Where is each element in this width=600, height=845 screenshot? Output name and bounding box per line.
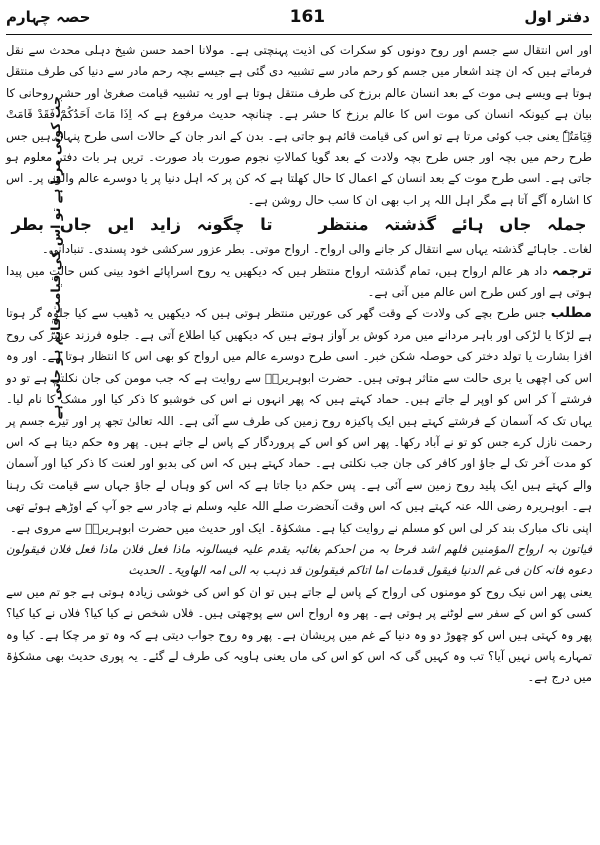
matlab-label: مطلب xyxy=(550,305,593,322)
closing-paragraph: یعنی پھر اس نیک روح کو مومنوں کی ارواح کے پاس لے جاتے ہیں تو ان کو اس کی خوشی زیادہ ہوتی ہے جو تم میں سے کسی کو اس کے سفر سے لوٹنے پر ہوتی ہے۔ پھر وہ ارواح اس سے پوچھتی ہیں۔ فلاں شخص نے کیا کیا؟ فلاں نے کیا کیا؟ پھر وہ کہتی ہیں اس کو چھوڑ دو وہ دنیا کے غم میں پریشان ہے۔ پھر وہ روح جواب دیتی ہے کہ وہ تو مر چکا ہے۔ کیا وہ تمہارے پاس نہیں آیا؟ تب وہ کہیں گی کہ اس کو اس کی ماں یعنی ہاویہ کی طرف لے گئے۔ یہ پوری حدیث بھی مشکوٰۃ میں درج ہے۔ xyxy=(6,584,592,685)
page-number: 161 xyxy=(289,7,326,27)
tarjama-paragraph xyxy=(6,261,592,304)
page-body xyxy=(6,40,592,837)
verse-hemistich-2: تا چگونہ زاید ایں جاں بطر xyxy=(11,215,273,235)
tarjama-text: داد هر عالم ارواح ہیں، تمام گذشتہ ارواح منتظر ہیں کہ دیکھیں یہ روح اسراپائے اخود بینی کس حالت میں پیدا ہوتی ہے اور کس طرح اس عالم میں آتی ہے۔ xyxy=(6,263,592,300)
verse-line xyxy=(6,211,592,239)
matlab-text: جس طرح بچے کی ولادت کے وقت گھر کی عورتیں منتظر ہوتی ہیں کہ دیکھیں یہ ڈھیب سے کیا جلوہ گر ہوتا ہے لڑکا یا لڑکی اور باہر مردانے میں مرد کوش بر آواز ہوتے ہیں کہ دیکھیں کیا اطلاع آتی ہے۔ جلوہ فرزند عزیز کی روح افزا بشارت یا تولد دختر کی حوصلہ شکن خبر۔ اسی طرح دوسرے عالم میں ارواح کو بھی اس کا انتظار ہوتا ہے۔ اور وہ اس کی اچھی یا بری حالت سے متاثر ہوتی ہیں۔ حضرت ابوہریرہؓ سے روایت ہے کہ جب مومن کی جان نکلتی ہے تو دو فرشتے آ کر اس کو اوپر لے جاتے ہیں۔ حماد کہتے ہیں کہ پھر انہوں نے اس کی خوشبو کا ذکر کیا اور مشک کا نام لیا۔ یہاں تک کہ آسمان کے فرشتے کہتے ہیں ایک پاکیزہ روح زمین کی طرف سے آئی ہے۔ اللہ تعالیٰ تجھ پر اور تیرے جسم پر رحمت نازل کرے جس کو تو نے آباد رکھا۔ پھر اس کو اس کے پروردگار کے پاس لے جاتے ہیں۔ پھر وہ حکم دیتا ہے کہ اس کو مدت آخر تک لے جاؤ اور کافر کی جان جب نکلتی ہے۔ حماد کہتے ہیں کہ اس کی بدبو اور لعنت کا ذکر کیا اور آسمان والے کہتے ہیں ایک پلید روح زمین سے آئی ہے۔ پس حکم دیا جاتا ہے کہ اس کو وہاں لے جاؤ جہاں سے قیامت تک رہنا ہے۔ ابوہریرہ رضی اللہ عنہ کہتے ہیں کہ اس وقت آنحضرت صلے اللہ علیہ وسلم نے چادر سے جو آپ کے اوڑھے ہوئے تھی اپنی ناک مبارک بند کر لی اس کو مسلم نے روایت کیا ہے۔ مشکوٰۃ۔ ایک اور حدیث میں حضرت ابوہریرہؓ سے مروی ہے۔ xyxy=(6,306,592,535)
intro-paragraph: اور اس انتقال سے جسم اور روح دونوں کو سکرات کی اذیت پہنچتی ہے۔ مولانا احمد حسن شیخ دہلی محدث سے نقل فرماتے ہیں کہ ان چند اشعار میں جسم کو رحم مادر سے تشبیہ دی گئی ہے جیسے بچہ رحم مادر سے دنیا کی طرف منتقل ہوتا ہے ویسے ہی موت کے بعد انسان عالم برزخ کی طرف منتقل ہوتا ہے اور یہ تشبیہ قیامت صغریٰ اور حشر روحانی کا بیان ہے کیونکہ انسان کی موت اس کا عالم برزخ کا حشر ہے۔ چنانچہ حدیث مرفوع ہے کہ اِذَا مَاتَ اَحَدُکُمْ فَقَدْ قَامَتْ قِیَامَتُہٗ یعنی جب کوئی مرتا ہے تو اس کی قیامت قائم ہو جاتی ہے۔ بدن کے اندر جان کے حالات اسی طرح پنہاں ہیں جس طرح رحم میں بچہ اور جس طرح بچہ ولادت کے بعد گویا کمالاتِ نجوم صورت باد صورت۔ تریں ہر بات دفتر معلوم ہو جاتی ہے۔ اسی طرح موت کے بعد انسان کے اعمال کا حال کھلتا ہے کہ کن پر کہ اہل دنیا پر یا دوسرے عالم والوں پر۔ اس کا اشارہ آگے آتا ہے مگر اہل اللہ پر اب بھی ان کا سب حال روشن ہے۔ xyxy=(6,43,592,207)
page-header xyxy=(6,2,590,32)
book-title: دفتر اول xyxy=(524,8,590,26)
matlab-paragraph xyxy=(6,303,592,538)
verse-hemistich-1: جملہ جاں ہائے گذشتہ منتظر xyxy=(318,215,587,235)
tarjama-label: ترجمہ xyxy=(551,262,592,279)
arabic-hadith: فیاتون بہ ارواح المؤمنین فلھم اشد فرحا بہ من احدکم بغائبہ یقدم علیہ فیسالونہ ماذا فعل فلان ماذا فعل فلان فیقولون دعوہ فانہ کان فی غم الدنیا فیقول قدمات اما اتاکم فیقولون قد ذہب بہ الی امہ الھاویۃ۔ الحدیث xyxy=(6,541,592,578)
margin-note: جب کوئی مرتا ہے تو اس کی قیامت قائم ہو جاتی ہے xyxy=(48,96,63,420)
part-title: حصہ چہارم xyxy=(6,8,91,26)
lughat-paragraph: لغات۔ جاہائے گذشتہ یہاں سے انتقال کر جانے والی ارواح۔ ارواح موتی۔ بطر عزور سرکشی خود پسندی۔ تنبادانی۔ xyxy=(41,242,592,257)
header-rule xyxy=(6,34,592,35)
